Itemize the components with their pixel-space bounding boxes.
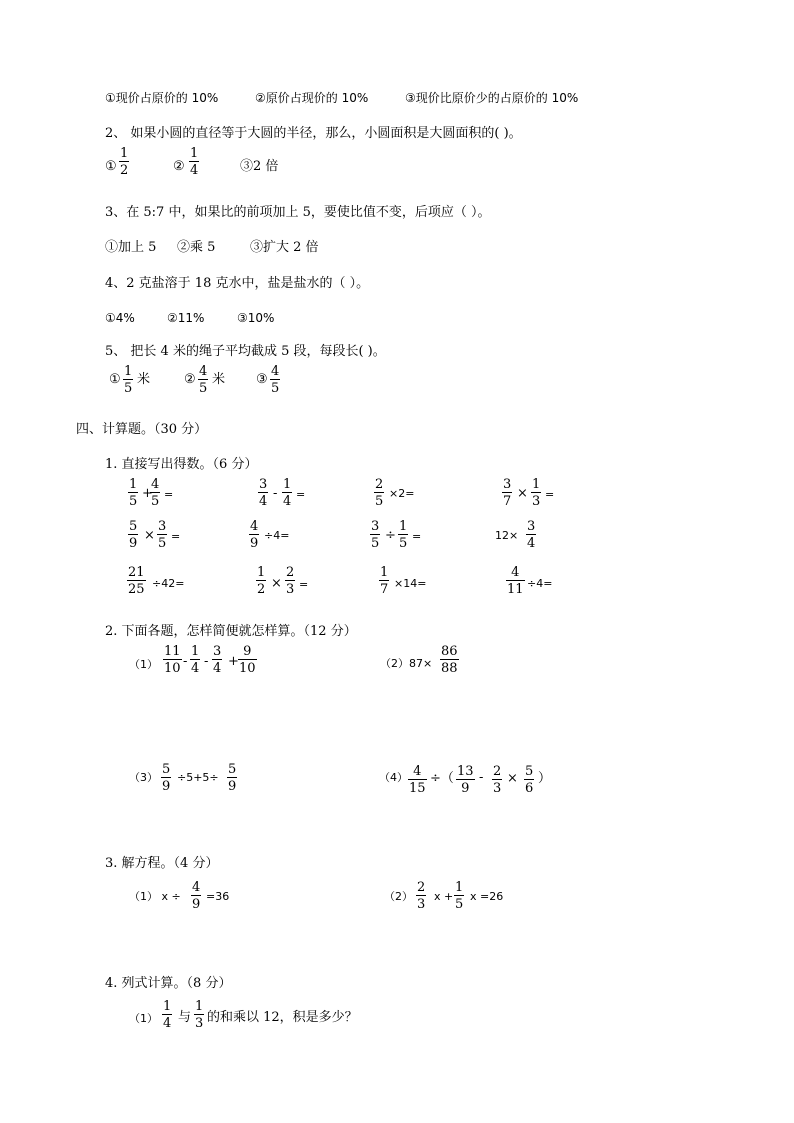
numerator: 1 (190, 146, 199, 161)
p1-r2-d-frac1: 3 4 (527, 519, 536, 551)
p1-r1-b-operator: - (273, 486, 278, 501)
numerator: 1 (120, 146, 129, 161)
q5-choice-1-unit: 米 (137, 372, 151, 387)
denominator: 5 (271, 381, 280, 396)
p1-r1-a-equals: = (164, 488, 174, 501)
p2-e3-label: （3） (129, 771, 158, 784)
q4-option-2: ②11% (167, 311, 205, 325)
q3-option-1: ①加上 5 (105, 240, 157, 255)
p1-r2-c-equals: = (412, 530, 422, 543)
q5-choice-2-unit: 米 (212, 372, 226, 387)
p1-r1-a-frac2: 4 5 (151, 477, 160, 509)
p2-e4-op1: ÷（ (430, 771, 454, 786)
p1-r3-b-frac1: 1 2 (257, 565, 266, 597)
p1-r1-b-equals: = (296, 488, 306, 501)
p2-e4-frac4: 5 6 (525, 764, 534, 796)
p2-e4-op2: - (479, 770, 484, 785)
q5-choice-1-marker: ① (109, 372, 121, 387)
p2-e3-mid: ÷5+5÷ (177, 771, 219, 784)
p1-r2-a-frac1: 5 9 (129, 519, 138, 551)
q5-choice-2-marker: ② (184, 372, 196, 387)
p1-r2-c-frac2: 1 5 (399, 519, 408, 551)
section-4-title: 四、计算题。（30 分） (76, 422, 208, 437)
q3-option-3: ③扩大 2 倍 (250, 240, 319, 255)
p2-e4-close: ） (538, 771, 552, 786)
p2-e4-frac1: 4 15 (409, 764, 426, 796)
p1-r3-d-frac1: 4 11 (507, 565, 524, 597)
p2-e2-label: （2）87× (380, 657, 433, 670)
denominator: 4 (190, 163, 199, 178)
question-5-text: 5、 把长 4 米的绳子平均截成 5 段，每段长( )。 (105, 344, 386, 359)
p2-e1-op2: - (204, 654, 209, 669)
p3-e2-label: （2） (384, 890, 413, 903)
p1-r3-b-equals: = (299, 578, 309, 591)
q2-choice-1-marker: ① (105, 159, 117, 174)
p4-e1-tail: 的和乘以 12，积是多少？ (207, 1010, 358, 1025)
p1-r1-c-tail: ×2= (389, 487, 415, 500)
question-3-text: 3、在 5:7 中，如果比的前项加上 5，要使比值不变，后项应（ ）。 (105, 205, 491, 220)
p3-e2-frac1: 2 3 (417, 880, 426, 912)
p1-r1-b-frac1: 3 4 (259, 477, 268, 509)
p1-r3-a-frac1: 21 25 (128, 565, 145, 597)
p2-e4-frac3: 2 3 (493, 764, 502, 796)
q4-option-1: ①4% (105, 311, 135, 325)
p1-r1-d-equals: = (545, 488, 555, 501)
q2-choice-1-fraction (119, 147, 129, 177)
p1-r2-a-frac2: 3 5 (158, 519, 167, 551)
q5-choice-2-fraction (198, 365, 208, 395)
p2-e1-frac2: 1 4 (191, 644, 200, 676)
p1-r3-d-tail: ÷4= (527, 577, 553, 590)
q5-choice-3-fraction (270, 365, 280, 395)
p1-r3-b-operator: × (271, 576, 282, 591)
p3-e2-mid: x + (434, 890, 454, 903)
p2-e4-frac2: 13 9 (457, 764, 474, 796)
part-4-title: 4. 列式计算。（8 分） (105, 976, 232, 991)
p1-r1-b-frac2: 1 4 (283, 477, 292, 509)
p4-e1-frac2: 1 3 (195, 999, 204, 1031)
p2-e1-frac1: 11 10 (164, 644, 181, 676)
denominator: 5 (199, 381, 208, 396)
p2-e1-op3: + (228, 654, 239, 669)
q2-choice-2-fraction (189, 147, 199, 177)
p1-r3-c-frac1: 1 7 (380, 565, 389, 597)
p1-r1-d-operator: × (517, 486, 528, 501)
p4-e1-label: （1） (129, 1012, 158, 1025)
p1-r2-c-operator: ÷ (385, 528, 396, 543)
p4-e1-mid: 与 (178, 1010, 192, 1025)
p2-e1-frac4: 9 10 (239, 644, 256, 676)
part-2-title: 2. 下面各题，怎样简便就怎样算。（12 分） (105, 624, 357, 639)
p1-r3-a-tail: ÷42= (152, 577, 185, 590)
p1-r2-b-frac1: 4 9 (250, 519, 259, 551)
q5-choice-1-fraction (123, 365, 133, 395)
p3-e2-tail: x =26 (470, 890, 504, 903)
q1-option-2: ②原价占现价的 10% (255, 91, 369, 105)
p1-r3-b-frac2: 2 3 (286, 565, 295, 597)
numerator: 4 (199, 364, 208, 379)
denominator: 2 (120, 163, 129, 178)
p2-e2-frac1: 86 88 (441, 644, 458, 676)
q5-choice-3-marker: ③ (256, 372, 268, 387)
q2-choice-2-marker: ② (173, 159, 185, 174)
p1-r2-a-equals: = (171, 530, 181, 543)
question-4-text: 4、2 克盐溶于 18 克水中，盐是盐水的（ ）。 (105, 276, 370, 291)
p2-e4-op3: × (507, 771, 518, 786)
numerator: 4 (271, 364, 280, 379)
p1-r1-a-operator: + (142, 486, 153, 501)
q2-choice-3: ③2 倍 (240, 159, 279, 174)
p1-r2-c-frac1: 3 5 (371, 519, 380, 551)
q4-option-3: ③10% (237, 311, 275, 325)
p3-e1-label: （1） x ÷ (129, 890, 181, 903)
p1-r1-c-frac1: 2 5 (375, 477, 384, 509)
p2-e1-label: （1） (129, 658, 158, 671)
p3-e1-frac1: 4 9 (192, 880, 201, 912)
q1-option-3: ③现价比原价少的占原价的 10% (405, 91, 579, 105)
p1-r2-a-operator: × (144, 528, 155, 543)
p3-e1-tail: =36 (206, 890, 230, 903)
numerator: 1 (124, 364, 133, 379)
p2-e1-op1: - (183, 654, 188, 669)
p3-e2-frac2: 1 5 (455, 880, 464, 912)
p2-e1-frac3: 3 4 (213, 644, 222, 676)
q1-option-1: ①现价占原价的 10% (105, 91, 219, 105)
p2-e3-frac2: 5 9 (228, 762, 237, 794)
denominator: 5 (124, 381, 133, 396)
p4-e1-frac1: 1 4 (163, 999, 172, 1031)
question-2-text: 2、 如果小圆的直径等于大圆的半径，那么，小圆面积是大圆面积的( )。 (105, 126, 522, 141)
p1-r3-c-tail: ×14= (394, 577, 427, 590)
p2-e4-label: （4） (379, 771, 408, 784)
p1-r2-b-tail: ÷4= (264, 529, 290, 542)
part-1-title: 1. 直接写出得数。（6 分） (105, 457, 258, 472)
p1-r2-d-head: 12× (495, 529, 519, 542)
p2-e3-frac1: 5 9 (162, 762, 171, 794)
part-3-title: 3. 解方程。（4 分） (105, 856, 219, 871)
q3-option-2: ②乘 5 (177, 240, 216, 255)
p1-r1-d-frac2: 1 3 (532, 477, 541, 509)
p1-r1-a-frac1: 1 5 (129, 477, 138, 509)
p1-r1-d-frac1: 3 7 (503, 477, 512, 509)
